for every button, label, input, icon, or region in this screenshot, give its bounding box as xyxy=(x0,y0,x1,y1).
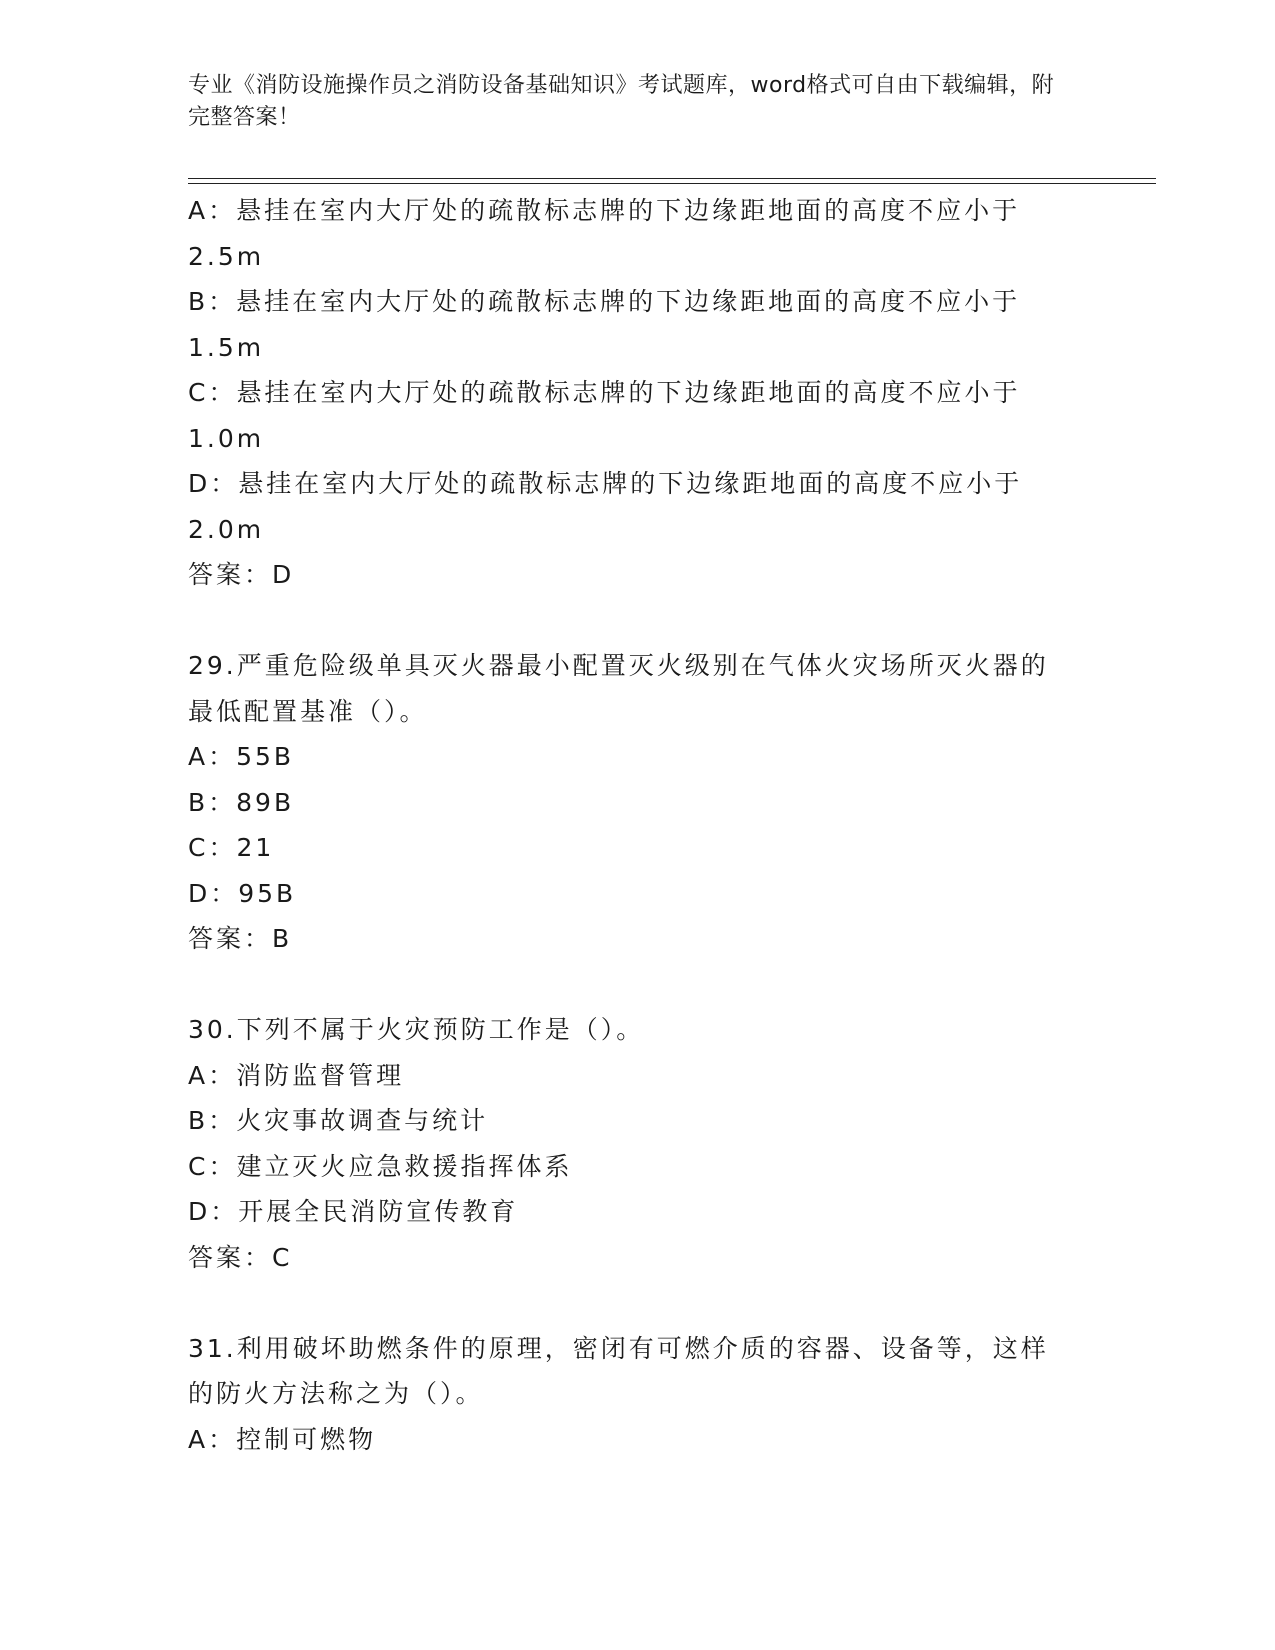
question-list xyxy=(188,188,1088,1462)
spacer xyxy=(188,598,1088,644)
question-30-option-c: C：建立灭火应急救援指挥体系 xyxy=(188,1151,573,1181)
option-b-line-2: 1.5m xyxy=(188,332,265,362)
question-31-option-a: A：控制可燃物 xyxy=(188,1424,377,1454)
question-31-line-1: 31.利用破坏助燃条件的原理，密闭有可燃介质的容器、设备等，这样 xyxy=(188,1333,1049,1363)
question-28-options xyxy=(188,188,1088,598)
question-29-option-d: D：95B xyxy=(188,878,297,908)
question-29-option-c: C：21 xyxy=(188,833,275,862)
option-c-line-2: 1.0m xyxy=(188,423,265,453)
option-d-line-2: 2.0m xyxy=(188,514,265,544)
document-header xyxy=(188,70,1068,134)
question-29-option-a: A：55B xyxy=(188,742,295,771)
question-31 xyxy=(188,1326,1088,1463)
question-30-option-d: D：开展全民消防宣传教育 xyxy=(188,1197,519,1226)
answer-30: 答案：C xyxy=(188,1242,293,1272)
question-29 xyxy=(188,643,1088,962)
header-intro-text: 专业《消防设施操作员之消防设备基础知识》考试题库，word格式可自由下载编辑，附完整答案！ xyxy=(188,73,1055,130)
question-30 xyxy=(188,1007,1088,1280)
question-29-option-b: B：89B xyxy=(188,787,295,817)
option-a-line-2: 2.5m xyxy=(188,241,265,271)
spacer xyxy=(188,1280,1088,1326)
question-29-line-1: 29.严重危险级单具灭火器最小配置灭火级别在气体火灾场所灭火器的 xyxy=(188,651,1049,680)
answer-28: 答案：D xyxy=(188,560,295,589)
question-30-option-a: A：消防监督管理 xyxy=(188,1060,405,1090)
option-b-line-1: B：悬挂在室内大厅处的疏散标志牌的下边缘距地面的高度不应小于 xyxy=(188,287,1021,316)
question-29-line-2: 最低配置基准（）。 xyxy=(188,696,428,726)
header-divider-top xyxy=(188,178,1156,179)
answer-29: 答案：B xyxy=(188,924,293,953)
question-31-line-2: 的防火方法称之为（）。 xyxy=(188,1379,484,1408)
question-30-line-1: 30.下列不属于火灾预防工作是（）。 xyxy=(188,1015,645,1044)
option-c-line-1: C：悬挂在室内大厅处的疏散标志牌的下边缘距地面的高度不应小于 xyxy=(188,378,1021,407)
header-divider-bottom xyxy=(188,183,1156,184)
spacer xyxy=(188,962,1088,1008)
option-d-line-1: D：悬挂在室内大厅处的疏散标志牌的下边缘距地面的高度不应小于 xyxy=(188,469,1023,498)
option-a-line-1: A：悬挂在室内大厅处的疏散标志牌的下边缘距地面的高度不应小于 xyxy=(188,196,1021,225)
question-30-option-b: B：火灾事故调查与统计 xyxy=(188,1106,489,1135)
